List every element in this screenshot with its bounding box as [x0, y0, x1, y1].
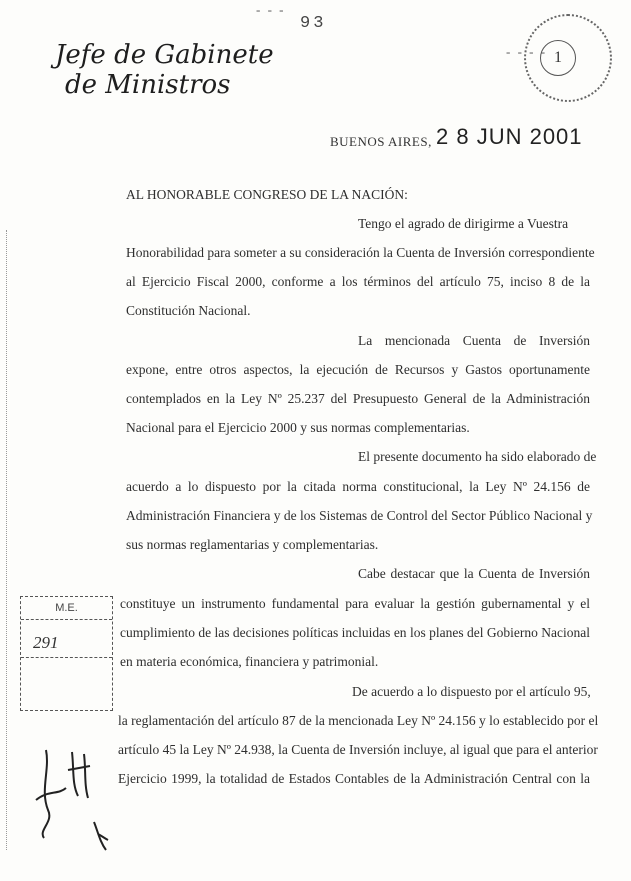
body-line: Honorabilidad para someter a su consideración la Cuenta de Inversión correspondiente: [126, 245, 595, 260]
margin-dots: [6, 230, 13, 850]
body-line: La mencionada Cuenta de Inversión: [358, 333, 590, 348]
body-line: Cabe destacar que la Cuenta de Inversión: [358, 566, 590, 581]
margin-box-number: 291: [33, 633, 59, 652]
letterhead-logo: [55, 40, 274, 100]
body-line: artículo 45 la Ley Nº 24.938, la Cuenta de Inversión incluye, al igual que para el anterior: [118, 742, 598, 757]
body-line: Constitución Nacional.: [126, 303, 251, 318]
body-line: sus normas reglamentarias y complementarias.: [126, 537, 379, 552]
body-line: Nacional para el Ejercicio 2000 y sus normas complementarias.: [126, 420, 470, 435]
margin-box: [20, 596, 113, 711]
place-label: BUENOS AIRES,: [330, 134, 432, 149]
body-line: la reglamentación del artículo 87 de la mencionada Ley Nº 24.156 y lo establecido por el: [118, 713, 599, 728]
body-line: en materia económica, financiera y patrimonial.: [120, 654, 379, 669]
body-line: acuerdo a lo dispuesto por la citada norma constitucional, la Ley Nº 24.156 de: [126, 479, 590, 494]
stamp-ticks: - - - -: [506, 44, 548, 59]
body-line: El presente documento ha sido elaborado de: [358, 449, 597, 464]
body-line: Ejercicio 1999, la totalidad de Estados Contables de la Administración Central con la: [118, 771, 590, 786]
margin-box-label: M.E.: [21, 597, 112, 620]
date-stamp: 2 8 JUN 2001: [436, 124, 583, 149]
body-line: contemplados en la Ley Nº 25.237 del Presupuesto General de la Administración: [126, 391, 590, 406]
body-line: Administración Financiera y de los Sistemas de Control del Sector Público Nacional y: [126, 508, 593, 523]
logo-line-1: Jefe de Gabinete: [55, 40, 274, 70]
body-line: Tengo el agrado de dirigirme a Vuestra: [358, 216, 569, 231]
signature-initials: [28, 740, 118, 860]
body-line: constituye un instrumento fundamental para evaluar la gestión gubernamental y el: [120, 596, 590, 611]
logo-line-2: de Ministros: [65, 70, 231, 100]
body-line: cumplimiento de las decisiones políticas incluidas en los planes del Gobierno Nacional: [120, 625, 590, 640]
folio-stamp-number: 1: [540, 40, 576, 76]
body-line: De acuerdo a lo dispuesto por el artículo 95,: [352, 684, 591, 699]
top-mark: - - -: [256, 2, 286, 17]
margin-box-divider: [21, 657, 112, 658]
page-number: 93: [300, 14, 327, 33]
addressee: AL HONORABLE CONGRESO DE LA NACIÓN:: [126, 187, 408, 202]
body-line: expone, entre otros aspectos, la ejecución de Recursos y Gastos oportunamente: [126, 362, 590, 377]
body-line: al Ejercicio Fiscal 2000, conforme a los términos del artículo 75, inciso 8 de la: [126, 274, 590, 289]
